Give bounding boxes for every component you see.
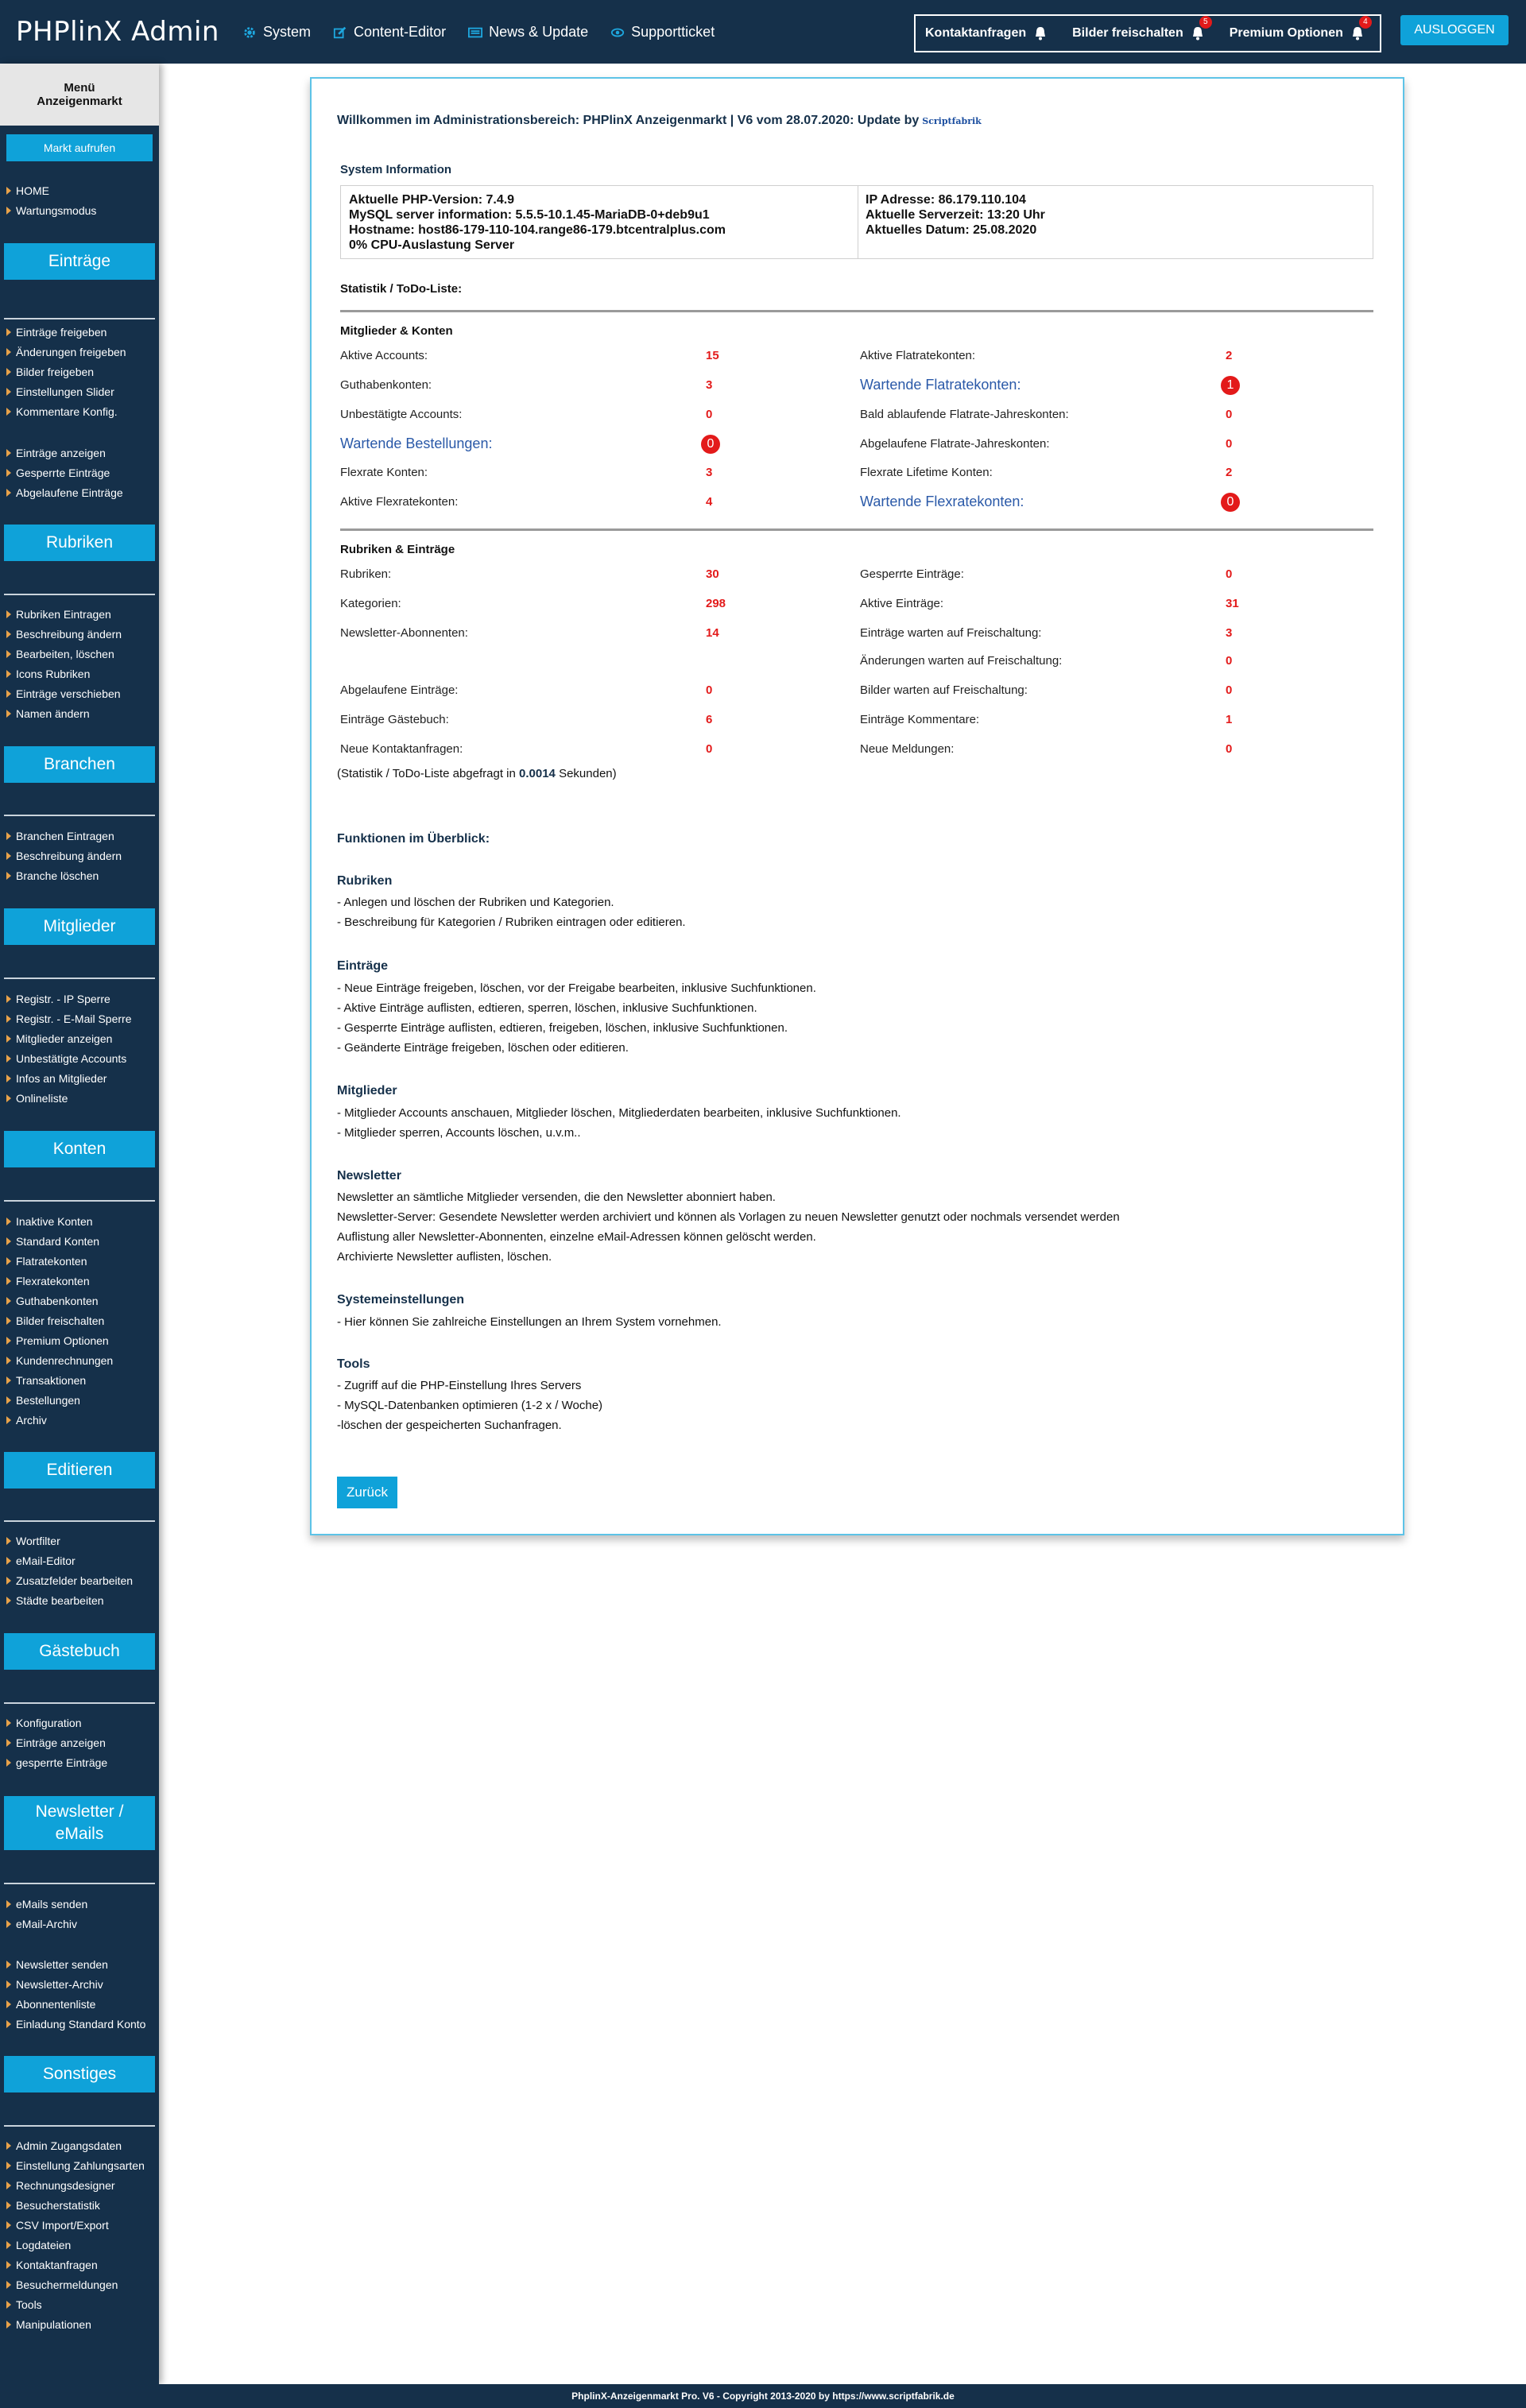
logout-button[interactable]: AUSLOGGEN <box>1400 15 1509 45</box>
notif-bilder-label: Bilder freischalten <box>1072 26 1183 40</box>
function-line: - Aktive Einträge auflisten, edtieren, sperren, löschen, inklusive Suchfunktionen. <box>337 1001 757 1015</box>
sidebar-item-csv-import-export[interactable]: CSV Import/Export <box>6 2219 109 2232</box>
stat-label: Kategorien: <box>340 597 401 610</box>
sidebar-item-branchen-eintragen[interactable]: Branchen Eintragen <box>6 830 114 842</box>
sidebar-item-bearbeiten-loeschen[interactable]: Bearbeiten, löschen <box>6 648 114 660</box>
sidebar-item-staedte[interactable]: Städte bearbeiten <box>6 1594 104 1607</box>
sidebar-section-gaestebuch[interactable]: Gästebuch <box>4 1633 155 1670</box>
sidebar-divider <box>4 815 155 816</box>
sidebar-section-branchen[interactable]: Branchen <box>4 746 155 783</box>
sidebar-section-rubriken[interactable]: Rubriken <box>4 525 155 561</box>
sidebar-item-archiv[interactable]: Archiv <box>6 1414 47 1427</box>
sidebar-section-mitglieder[interactable]: Mitglieder <box>4 908 155 945</box>
welcome-text: Willkommen im Administrationsbereich: PHPlinX Anzeigenmarkt | V6 vom 28.07.2020: Update by <box>337 114 920 127</box>
sidebar-item-gb-eintraege-anzeigen[interactable]: Einträge anzeigen <box>6 1736 106 1749</box>
sidebar-item-home[interactable]: HOME <box>6 184 49 197</box>
menu-subtitle: Anzeigenmarkt <box>37 95 122 108</box>
sysinfo-datum: Aktuelles Datum: 25.08.2020 <box>866 223 1037 237</box>
statistik-title: Statistik / ToDo-Liste: <box>340 282 463 296</box>
stat-label: Aktive Accounts: <box>340 349 428 362</box>
sidebar-item-gesperrte-eintraege[interactable]: Gesperrte Einträge <box>6 467 110 479</box>
stat-label: Neue Kontaktanfragen: <box>340 742 463 756</box>
sidebar-item-transaktionen[interactable]: Transaktionen <box>6 1374 86 1387</box>
news-icon <box>468 25 482 40</box>
stat-label: Flexrate Lifetime Konten: <box>860 466 993 479</box>
sysinfo-box <box>340 185 1373 259</box>
sidebar-item-rechnungsdesigner[interactable]: Rechnungsdesigner <box>6 2179 115 2192</box>
nav-content-editor-label: Content-Editor <box>354 24 447 40</box>
sidebar-item-ip-sperre[interactable]: Registr. - IP Sperre <box>6 993 110 1005</box>
sidebar-menu-header <box>0 64 159 126</box>
function-title-newsletter: Newsletter <box>337 1169 401 1183</box>
notif-bilder-freischalten[interactable] <box>1072 17 1208 41</box>
sidebar-item-beschreibung-aendern[interactable]: Beschreibung ändern <box>6 628 122 641</box>
sidebar-item-inaktive-konten[interactable]: Inaktive Konten <box>6 1215 93 1228</box>
menu-title: Menü <box>64 81 95 95</box>
sidebar-divider <box>4 318 155 319</box>
stat-value: 2 <box>1226 349 1233 362</box>
divider <box>340 528 1373 531</box>
stat-value: 0 <box>1226 654 1233 668</box>
stat-value: 0 <box>1226 683 1233 697</box>
stat-value: 31 <box>1226 597 1239 610</box>
top-nav <box>242 24 715 41</box>
nav-news-update[interactable] <box>468 24 588 41</box>
sidebar-item-eintraege-freigeben[interactable]: Einträge freigeben <box>6 326 107 339</box>
stat-value: 30 <box>706 567 719 581</box>
function-line: - Mitglieder sperren, Accounts löschen, u.v.m.. <box>337 1126 581 1140</box>
sidebar-item-email-editor[interactable]: eMail-Editor <box>6 1554 76 1567</box>
sidebar-item-premium-optionen[interactable]: Premium Optionen <box>6 1334 109 1347</box>
functions-title: Funktionen im Überblick: <box>337 832 490 846</box>
sidebar-item-zusatzfelder[interactable]: Zusatzfelder bearbeiten <box>6 1574 133 1587</box>
sidebar-item-tools[interactable]: Tools <box>6 2298 42 2311</box>
sidebar-item-icons-rubriken[interactable]: Icons Rubriken <box>6 668 90 680</box>
stat-label: Rubriken: <box>340 567 392 581</box>
sidebar-divider <box>4 594 155 595</box>
main-panel <box>310 77 1404 1535</box>
sidebar-item-wartungsmodus[interactable]: Wartungsmodus <box>6 204 96 217</box>
function-line: Newsletter an sämtliche Mitglieder versenden, die den Newsletter abonniert haben. <box>337 1190 776 1204</box>
sidebar-item-flexratekonten[interactable]: Flexratekonten <box>6 1275 90 1287</box>
sidebar-divider <box>4 978 155 979</box>
notif-premium-label: Premium Optionen <box>1229 26 1343 40</box>
sysinfo-hostname: Hostname: host86-179-110-104.range86-179.btcentralplus.com <box>349 223 726 237</box>
timing-prefix: (Statistik / ToDo-Liste abgefragt in <box>337 767 516 780</box>
sidebar-item-infos-an-mitglieder[interactable]: Infos an Mitglieder <box>6 1072 107 1085</box>
sidebar-divider <box>4 1200 155 1202</box>
stat-value: 0 <box>1226 437 1233 451</box>
sidebar-item-einstellungen-slider[interactable]: Einstellungen Slider <box>6 385 114 398</box>
sidebar-item-wortfilter[interactable]: Wortfilter <box>6 1535 60 1547</box>
stat-value: 14 <box>706 626 719 640</box>
sidebar-section-editieren[interactable]: Editieren <box>4 1452 155 1489</box>
function-line: - Beschreibung für Kategorien / Rubriken eintragen oder editieren. <box>337 916 686 929</box>
sidebar-item-aenderungen-freigeben[interactable]: Änderungen freigeben <box>6 346 126 358</box>
stat-label: Abgelaufene Flatrate-Jahreskonten: <box>860 437 1050 451</box>
wartende-flatratekonten-link[interactable]: Wartende Flatratekonten: <box>860 377 1021 393</box>
stat-label: Flexrate Konten: <box>340 466 428 479</box>
nav-supportticket-label: Supportticket <box>631 24 715 40</box>
sidebar-item-emails-senden[interactable]: eMails senden <box>6 1898 87 1911</box>
gear-icon <box>242 25 257 40</box>
function-line: -löschen der gespeicherten Suchanfragen. <box>337 1419 562 1432</box>
bell-with-badge <box>1190 17 1208 41</box>
pending-count-badge: 1 <box>1221 376 1240 395</box>
function-line: - Geänderte Einträge freigeben, löschen oder editieren. <box>337 1041 629 1055</box>
sidebar-section-eintraege[interactable]: Einträge <box>4 243 155 280</box>
stat-value: 15 <box>706 349 719 362</box>
nav-system-label: System <box>263 24 312 40</box>
sidebar-section-konten[interactable]: Konten <box>4 1131 155 1167</box>
scriptfabrik-link[interactable]: Scriptfabrik <box>922 116 982 126</box>
stat-value: 0 <box>1226 567 1233 581</box>
sysinfo-serverzeit: Aktuelle Serverzeit: 13:20 Uhr <box>866 208 1045 222</box>
sidebar-item-gb-konfiguration[interactable]: Konfiguration <box>6 1717 82 1729</box>
sidebar-item-guthabenkonten[interactable]: Guthabenkonten <box>6 1295 99 1307</box>
stat-value: 3 <box>1226 626 1233 640</box>
function-title-eintraege: Einträge <box>337 959 389 973</box>
notification-box <box>914 14 1381 52</box>
brand-title[interactable]: PHPlinX Admin <box>16 16 219 48</box>
welcome-heading <box>337 114 982 128</box>
members-title: Mitglieder & Konten <box>340 324 453 338</box>
edit-icon <box>333 25 347 40</box>
function-line: - Gesperrte Einträge auflisten, edtieren, freigeben, löschen, inklusive Suchfunktionen. <box>337 1021 788 1035</box>
function-line: - MySQL-Datenbanken optimieren (1-2 x / Woche) <box>337 1399 603 1412</box>
sidebar-item-abgelaufene-eintraege[interactable]: Abgelaufene Einträge <box>6 486 123 499</box>
sidebar-item-mitglieder-anzeigen[interactable]: Mitglieder anzeigen <box>6 1032 112 1045</box>
function-line: Newsletter-Server: Gesendete Newsletter werden archiviert und können als Vorlagen zu neuen Newsletter genutzt oder nochmals versendet werden <box>337 1210 1120 1224</box>
function-title-rubriken: Rubriken <box>337 874 393 888</box>
stat-label: Aktive Flexratekonten: <box>340 495 459 509</box>
stat-value: 298 <box>706 597 726 610</box>
notif-premium-optionen[interactable] <box>1229 17 1368 41</box>
sidebar-item-email-archiv[interactable]: eMail-Archiv <box>6 1918 77 1930</box>
sidebar-item-zahlungsarten[interactable]: Einstellung Zahlungsarten <box>6 2159 145 2172</box>
sidebar-divider <box>4 1883 155 1884</box>
sidebar-section-sonstiges[interactable]: Sonstiges <box>4 2056 155 2092</box>
sidebar-item-newsletter-archiv[interactable]: Newsletter-Archiv <box>6 1978 103 1991</box>
timing-suffix: Sekunden) <box>559 767 617 780</box>
stat-label: Newsletter-Abonnenten: <box>340 626 468 640</box>
rubriken-title: Rubriken & Einträge <box>340 543 455 556</box>
stat-label: Unbestätigte Accounts: <box>340 408 463 421</box>
stat-value: 6 <box>706 713 713 726</box>
stat-label: Gesperrte Einträge: <box>860 567 964 581</box>
sidebar-divider <box>4 2125 155 2127</box>
sidebar-item-namen-aendern[interactable]: Namen ändern <box>6 707 90 720</box>
stat-value: 0 <box>706 683 713 697</box>
pending-count-badge: 0 <box>1221 493 1240 512</box>
query-timing <box>337 767 617 780</box>
sidebar-item-standard-konten[interactable]: Standard Konten <box>6 1235 99 1248</box>
stat-label: Bilder warten auf Freischaltung: <box>860 683 1028 697</box>
sidebar-item-email-sperre[interactable]: Registr. - E-Mail Sperre <box>6 1012 131 1025</box>
section-title-line: eMails <box>55 1825 104 1843</box>
sidebar-item-kontaktanfragen[interactable]: Kontaktanfragen <box>6 2259 98 2271</box>
section-title-line: Newsletter / <box>35 1802 124 1821</box>
stat-value: 4 <box>706 495 713 509</box>
divider <box>340 310 1373 312</box>
stat-value: 0 <box>706 742 713 756</box>
sidebar-item-bilder-freischalten[interactable]: Bilder freischalten <box>6 1314 104 1327</box>
stat-label: Einträge Gästebuch: <box>340 713 449 726</box>
sidebar-item-gb-gesperrte-eintraege[interactable]: gesperrte Einträge <box>6 1756 107 1769</box>
function-title-mitglieder: Mitglieder <box>337 1084 397 1098</box>
sidebar-item-onlineliste[interactable]: Onlineliste <box>6 1092 68 1105</box>
wartende-flexratekonten-link[interactable]: Wartende Flexratekonten: <box>860 494 1024 509</box>
sidebar-item-kundenrechnungen[interactable]: Kundenrechnungen <box>6 1354 113 1367</box>
stat-label: Aktive Flatratekonten: <box>860 349 976 362</box>
sidebar-item-rubriken-eintragen[interactable]: Rubriken Eintragen <box>6 608 111 621</box>
function-title-tools: Tools <box>337 1357 370 1371</box>
sidebar-divider <box>4 1702 155 1704</box>
sidebar-item-manipulationen[interactable]: Manipulationen <box>6 2318 91 2331</box>
sidebar-item-abonnentenliste[interactable]: Abonnentenliste <box>6 1998 95 2011</box>
sidebar-item-flatratekonten[interactable]: Flatratekonten <box>6 1255 87 1268</box>
sysinfo-ip: IP Adresse: 86.179.110.104 <box>866 193 1026 207</box>
sidebar-item-branchen-beschreibung[interactable]: Beschreibung ändern <box>6 850 122 862</box>
timing-value: 0.0014 <box>519 767 556 780</box>
eye-icon <box>610 25 625 40</box>
stat-label: Einträge Kommentare: <box>860 713 980 726</box>
stat-value: 3 <box>706 378 713 392</box>
stat-label: Einträge warten auf Freischaltung: <box>860 626 1042 640</box>
wartende-bestellungen-link[interactable]: Wartende Bestellungen: <box>340 436 493 451</box>
sidebar-item-besucherstatistik[interactable]: Besucherstatistik <box>6 2199 100 2212</box>
notification-badge: 4 <box>1359 16 1372 29</box>
function-line: Archivierte Newsletter auflisten, löschen. <box>337 1250 552 1264</box>
sidebar-item-logdateien[interactable]: Logdateien <box>6 2239 71 2251</box>
notif-kontaktanfragen-label: Kontaktanfragen <box>925 26 1027 40</box>
stat-value: 0 <box>1226 408 1233 421</box>
top-bar <box>0 0 1526 64</box>
sysinfo-title: System Information <box>340 163 452 176</box>
bell-with-badge <box>1350 17 1368 41</box>
sidebar-item-kommentare-konfig[interactable]: Kommentare Konfig. <box>6 405 118 418</box>
notif-kontaktanfragen[interactable] <box>925 25 1048 41</box>
stat-value: 0 <box>1226 742 1233 756</box>
function-line: - Zugriff auf die PHP-Einstellung Ihres Servers <box>337 1379 582 1392</box>
function-line: - Hier können Sie zahlreiche Einstellungen an Ihrem System vornehmen. <box>337 1315 722 1329</box>
sidebar-item-admin-zugangsdaten[interactable]: Admin Zugangsdaten <box>6 2139 122 2152</box>
sidebar-item-branche-loeschen[interactable]: Branche löschen <box>6 869 99 882</box>
nav-supportticket[interactable] <box>610 24 715 41</box>
sidebar-item-eintraege-anzeigen[interactable]: Einträge anzeigen <box>6 447 106 459</box>
nav-news-update-label: News & Update <box>489 24 589 40</box>
nav-content-editor[interactable] <box>333 24 446 41</box>
footer: PhplinX-Anzeigenmarkt Pro. V6 - Copyright 2013-2020 by https://www.scriptfabrik.de <box>0 2384 1526 2408</box>
stat-label: Änderungen warten auf Freischaltung: <box>860 654 1063 668</box>
stat-value: 1 <box>1226 713 1233 726</box>
markt-aufrufen-button[interactable]: Markt aufrufen <box>6 134 153 161</box>
stat-label: Neue Meldungen: <box>860 742 955 756</box>
stat-label: Bald ablaufende Flatrate-Jahreskonten: <box>860 408 1069 421</box>
sidebar-item-bilder-freigeben[interactable]: Bilder freigeben <box>6 366 94 378</box>
sysinfo-cpu: 0% CPU-Auslastung Server <box>349 238 515 252</box>
sysinfo-php-version: Aktuelle PHP-Version: 7.4.9 <box>349 193 515 207</box>
stat-value: 0 <box>706 408 713 421</box>
sidebar-item-besuchermeldungen[interactable]: Besuchermeldungen <box>6 2278 118 2291</box>
function-line: - Anlegen und löschen der Rubriken und Kategorien. <box>337 896 614 909</box>
sysinfo-mysql: MySQL server information: 5.5.5-10.1.45-MariaDB-0+deb9u1 <box>349 208 710 222</box>
stat-value: 2 <box>1226 466 1233 479</box>
back-button[interactable]: Zurück <box>337 1477 397 1508</box>
stat-value: 3 <box>706 466 713 479</box>
function-title-systemeinstellungen: Systemeinstellungen <box>337 1293 465 1307</box>
stat-label: Guthabenkonten: <box>340 378 432 392</box>
sidebar-item-newsletter-senden[interactable]: Newsletter senden <box>6 1958 108 1971</box>
pending-count-badge: 0 <box>701 435 720 454</box>
sidebar-section-newsletter[interactable] <box>4 1796 155 1850</box>
stat-label: Aktive Einträge: <box>860 597 944 610</box>
stat-label: Abgelaufene Einträge: <box>340 683 459 697</box>
function-line: Auflistung aller Newsletter-Abonnenten, einzelne eMail-Adressen können gelöscht werden. <box>337 1230 816 1244</box>
sidebar-item-unbestaetigte-accounts[interactable]: Unbestätigte Accounts <box>6 1052 126 1065</box>
sidebar-divider <box>4 1520 155 1522</box>
function-line: - Neue Einträge freigeben, löschen, vor der Freigabe bearbeiten, inklusive Suchfunktionen. <box>337 981 816 995</box>
bell-icon <box>1032 25 1048 41</box>
notification-badge: 5 <box>1199 16 1212 29</box>
sidebar-item-eintraege-verschieben[interactable]: Einträge verschieben <box>6 687 121 700</box>
sidebar-item-einladung-standard-konto[interactable]: Einladung Standard Konto <box>6 2018 145 2031</box>
function-line: - Mitglieder Accounts anschauen, Mitglieder löschen, Mitgliederdaten bearbeiten, inklusive Suchfunktionen. <box>337 1106 901 1120</box>
nav-system[interactable] <box>242 24 311 41</box>
sidebar-item-bestellungen[interactable]: Bestellungen <box>6 1394 80 1407</box>
sidebar <box>0 64 159 2384</box>
